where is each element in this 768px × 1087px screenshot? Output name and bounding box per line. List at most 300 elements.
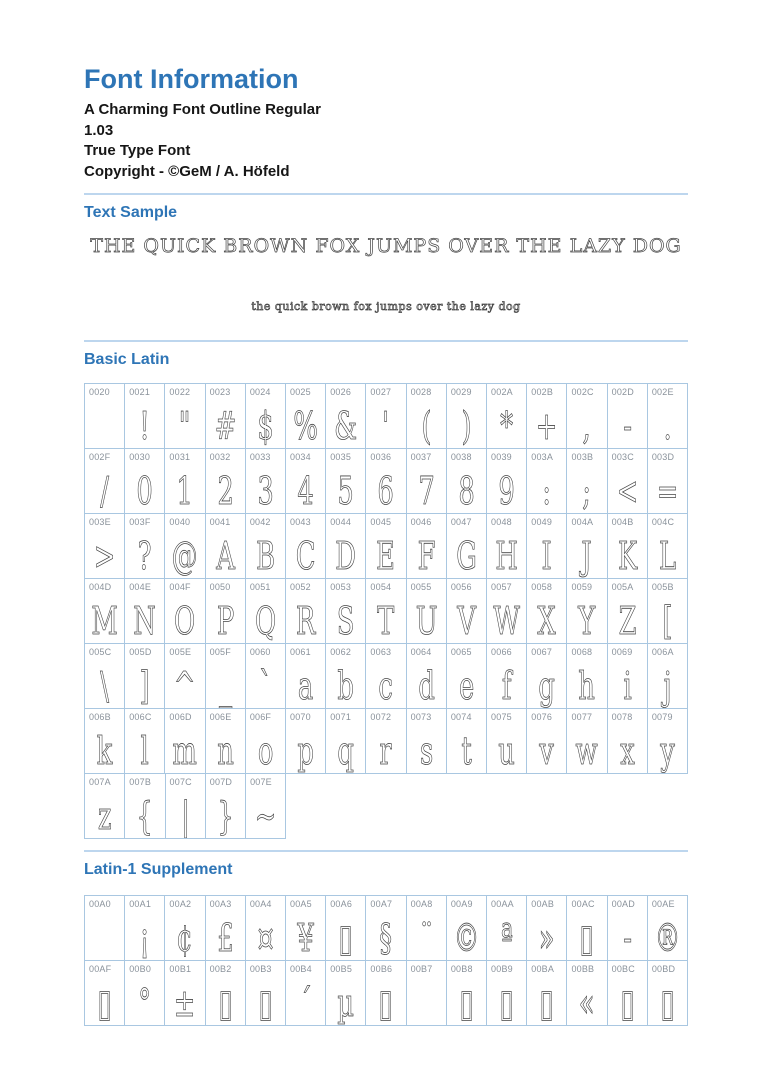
glyph: n [216,728,234,773]
glyph: _ [218,663,232,708]
section-heading-text-sample: Text Sample [84,204,178,221]
section-divider [84,850,688,852]
glyph-cell-0059 [567,579,607,644]
glyph: ▯ [579,915,595,960]
glyph-cell-0031 [165,449,205,514]
codepoint-label: 003E [89,517,111,527]
codepoint-label: 0048 [491,517,512,527]
glyph-cell-00A6 [326,896,366,961]
codepoint-label: 00BD [651,964,676,974]
codepoint-label: 0025 [290,387,311,397]
glyph: Q [254,598,277,643]
glyph-cell-00AA [487,896,527,961]
glyph-cell-0078 [608,709,648,774]
glyph-cell-00A4 [246,896,286,961]
codepoint-label: 002B [531,387,554,397]
codepoint-label: 00AC [571,899,595,909]
latin1-supplement-grid [84,895,688,1026]
codepoint-label: 0028 [410,387,432,397]
glyph: Y [578,598,596,643]
glyph: l [140,728,149,773]
codepoint-label: 002C [571,387,594,397]
glyph-cell-00B0 [125,961,165,1026]
glyph: y [660,728,675,773]
codepoint-label: 0022 [169,387,191,397]
glyph-cell-004B [608,514,648,579]
codepoint-label: 00B6 [370,964,393,974]
glyph-cell-0049 [527,514,567,579]
glyph: x [619,728,635,773]
codepoint-label: 002E [651,387,674,397]
glyph-grid-row [84,896,688,961]
glyph-cell-0044 [326,514,366,579]
glyph: F [417,533,436,578]
glyph: 0 [136,468,154,513]
codepoint-label: 0063 [370,647,392,657]
glyph-cell-0063 [366,644,406,709]
codepoint-label: 0058 [531,582,553,592]
glyph: g [538,663,556,708]
glyph: 5 [337,468,355,513]
glyph: e [458,663,475,708]
glyph: $ [257,403,274,448]
section-heading-basic-latin: Basic Latin [84,351,170,368]
codepoint-label: 0065 [450,647,472,657]
codepoint-label: 00A5 [290,899,312,909]
glyph: < [616,468,639,513]
glyph-cell-00A8 [407,896,447,961]
codepoint-label: 005A [611,582,634,592]
codepoint-label: 00B0 [129,964,152,974]
glyph-cell-00B3 [246,961,286,1026]
glyph-cell-00AE [648,896,688,961]
glyph-grid-row [84,774,688,839]
glyph-cell-00BA [527,961,567,1026]
glyph: h [578,663,596,708]
codepoint-label: 0056 [450,582,472,592]
codepoint-label: 004F [169,582,191,592]
glyph: @ [172,533,198,578]
glyph: ± [174,980,196,1025]
codepoint-label: 00B9 [491,964,513,974]
codepoint-label: 007E [250,777,272,787]
glyph: ▯ [499,980,514,1025]
glyph: ~ [254,793,277,838]
codepoint-label: 0057 [491,582,512,592]
glyph [413,977,440,1026]
codepoint-label: 003F [129,517,151,527]
codepoint-label: 0077 [571,712,593,722]
codepoint-label: 0068 [571,647,593,657]
glyph-cell-003E [85,514,125,579]
glyph: ! [139,403,150,448]
codepoint-label: 002D [611,387,634,397]
glyph: q [337,728,355,773]
glyph: = [656,468,679,513]
codepoint-label: 0072 [370,712,392,722]
codepoint-label: 006C [129,712,152,722]
glyph: + [536,403,558,448]
codepoint-label: 0042 [249,517,271,527]
glyph: N [133,598,157,643]
codepoint-label: 0060 [249,647,271,657]
codepoint-label: 00AB [531,899,555,909]
glyph-cell-0035 [326,449,366,514]
codepoint-label: 006F [249,712,272,722]
glyph: f [501,663,512,708]
glyph: ' [382,403,390,448]
glyph-cell-0050 [206,579,246,644]
glyph: ´ [299,980,313,1025]
glyph-cell-0045 [366,514,406,579]
glyph-cell-00A7 [366,896,406,961]
codepoint-label: 007B [129,777,152,787]
glyph-cell-0061 [286,644,326,709]
codepoint-label: 005C [89,647,112,657]
glyph-cell-002E [648,384,688,449]
glyph-cell-007D [206,774,246,839]
glyph-cell-003D [648,449,688,514]
glyph: ` [258,663,272,708]
glyph-cell-0066 [487,644,527,709]
glyph: 6 [377,468,395,513]
codepoint-label: 003A [531,452,554,462]
glyph-cell-00B8 [447,961,487,1026]
codepoint-label: 0032 [209,452,231,462]
glyph-cell-0074 [447,709,487,774]
page-title: Font Information [84,64,299,94]
glyph-cell-003C [608,449,648,514]
codepoint-label: 003B [571,452,594,462]
glyph-cell-0023 [206,384,246,449]
glyph: 2 [216,468,234,513]
glyph-cell-006B [85,709,125,774]
codepoint-label: 00A9 [450,899,473,909]
glyph-cell-00B9 [487,961,527,1026]
glyph: T [377,598,395,643]
glyph: M [91,598,118,643]
glyph: c [378,663,394,708]
codepoint-label: 0044 [330,517,352,527]
glyph: 7 [417,468,435,513]
codepoint-label: 00AF [89,964,112,974]
font-meta-block [84,100,688,182]
codepoint-label: 00A6 [330,899,353,909]
glyph-cell-005F [206,644,246,709]
glyph: B [255,533,275,578]
glyph-cell-0053 [326,579,366,644]
glyph: | [180,793,190,838]
codepoint-label: 0037 [410,452,432,462]
codepoint-label: 00A3 [209,899,232,909]
codepoint-label: 00B8 [450,964,473,974]
glyph-cell-0042 [246,514,286,579]
glyph: 8 [458,468,475,513]
codepoint-label: 0040 [169,517,191,527]
codepoint-label: 0045 [370,517,392,527]
glyph-cell-00AB [527,896,567,961]
codepoint-label: 006E [209,712,232,722]
glyph-cell-004E [125,579,165,644]
font-version: 1.03 [84,121,114,139]
codepoint-label: 005B [651,582,674,592]
codepoint-label: 0078 [611,712,633,722]
glyph: u [498,728,515,773]
glyph-cell-006C [125,709,165,774]
font-type: True Type Font [84,142,191,159]
glyph-cell-007B [125,774,165,839]
glyph-cell-005C [85,644,125,709]
glyph-cell-00BC [608,961,648,1026]
glyph-cell-00B7 [407,961,447,1026]
glyph-cell-002D [608,384,648,449]
glyph: ® [654,915,681,960]
glyph: { [136,793,154,838]
glyph: 9 [498,468,515,513]
glyph: % [293,403,318,448]
codepoint-label: 0070 [290,712,311,722]
glyph: K [617,533,637,578]
glyph-cell-002B [527,384,567,449]
glyph-cell-00A3 [206,896,246,961]
glyph: j [663,663,672,708]
glyph: R [295,598,316,643]
glyph-cell-00BB [567,961,607,1026]
glyph: . [663,403,672,448]
glyph-cell-0060 [246,644,286,709]
glyph-cell-005B [648,579,688,644]
codepoint-label: 0036 [370,452,392,462]
codepoint-label: 0062 [330,647,352,657]
glyph-cell-0034 [286,449,326,514]
glyph: a [297,663,314,708]
glyph: P [216,598,234,643]
glyph-cell-00BD [648,961,688,1026]
codepoint-label: 003D [651,452,675,462]
glyph-cell-0058 [527,579,567,644]
codepoint-label: 0055 [410,582,432,592]
glyph-cell-00B1 [165,961,205,1026]
glyph: r [379,728,393,773]
glyph-cell-0043 [286,514,326,579]
glyph: ª [500,915,513,960]
glyph-cell-00AF [85,961,125,1026]
codepoint-label: 007A [89,777,111,787]
glyph: ▯ [218,980,233,1025]
glyph-cell-007A [85,774,125,839]
glyph-grid-row [84,579,688,644]
glyph-cell-00B2 [206,961,246,1026]
glyph: ▯ [97,980,112,1025]
glyph-cell-006F [246,709,286,774]
glyph: ] [139,663,150,708]
font-information-page [84,0,688,1026]
glyph-cell-0051 [246,579,286,644]
glyph-cell-0022 [165,384,205,449]
glyph-cell-0071 [326,709,366,774]
codepoint-label: 0049 [531,517,553,527]
glyph-cell-002A [487,384,527,449]
glyph: ¡ [139,915,150,960]
glyph: ¥ [297,915,314,960]
glyph: - [622,915,632,960]
glyph-cell-0030 [125,449,165,514]
glyph-cell-0027 [366,384,406,449]
glyph: £ [216,915,234,960]
glyph-cell-00AD [608,896,648,961]
codepoint-label: 0031 [169,452,191,462]
glyph: 4 [297,468,314,513]
glyph: ¨ [419,915,433,960]
codepoint-label: 0024 [249,387,271,397]
codepoint-label: 005E [169,647,192,657]
codepoint-label: 00B1 [169,964,192,974]
codepoint-label: 00B3 [249,964,272,974]
codepoint-label: 006B [89,712,111,722]
codepoint-label: 0073 [410,712,432,722]
glyph: * [500,403,514,448]
glyph: o [257,728,274,773]
font-copyright: Copyright - ©GeM / A. Höfeld [84,162,290,180]
glyph [91,912,118,961]
glyph: X [537,598,557,643]
glyph-cell-0038 [447,449,487,514]
codepoint-label: 0029 [450,387,472,397]
codepoint-label: 0066 [491,647,512,657]
codepoint-label: 0071 [330,712,352,722]
glyph: ▯ [620,980,635,1025]
glyph: ▯ [378,980,394,1025]
codepoint-label: 004E [129,582,152,592]
glyph-cell-002F [85,449,125,514]
glyph-grid-row [84,384,688,449]
codepoint-label: 0059 [571,582,593,592]
glyph: ¤ [257,915,274,960]
glyph: O [174,598,196,643]
glyph-cell-0057 [487,579,527,644]
codepoint-label: 0021 [129,387,151,397]
codepoint-label: 004A [571,517,594,527]
codepoint-label: 0053 [330,582,352,592]
glyph: A [215,533,235,578]
codepoint-label: 0054 [370,582,392,592]
codepoint-label: 0074 [450,712,472,722]
glyph-cell-00A0 [85,896,125,961]
glyph: V [457,598,476,643]
glyph-cell-0075 [487,709,527,774]
glyph-cell-0047 [447,514,487,579]
glyph: } [217,793,234,838]
glyph-cell-007C [166,774,206,839]
glyph-cell-004D [85,579,125,644]
codepoint-label: 003C [611,452,634,462]
section-divider [84,193,688,195]
glyph: / [100,468,109,513]
codepoint-label: 00BB [571,964,595,974]
glyph-cell-00AC [567,896,607,961]
glyph-cell-0028 [407,384,447,449]
codepoint-label: 0061 [290,647,311,657]
glyph: [ [662,598,673,643]
codepoint-label: 0052 [290,582,311,592]
glyph: ▯ [258,980,273,1025]
glyph-cell-0073 [407,709,447,774]
codepoint-label: 00B7 [410,964,433,974]
codepoint-label: 002F [89,452,111,462]
glyph: ? [137,533,152,578]
codepoint-label: 00AA [491,899,514,909]
glyph: W [493,598,520,643]
glyph: ( [421,403,432,448]
codepoint-label: 0064 [410,647,432,657]
glyph: \ [100,663,109,708]
glyph: p [297,728,314,773]
codepoint-label: 0047 [450,517,472,527]
glyph [91,400,118,449]
glyph-cell-003A [527,449,567,514]
glyph: C [295,533,316,578]
glyph-cell-0036 [366,449,406,514]
codepoint-label: 004B [611,517,634,527]
codepoint-label: 0035 [330,452,352,462]
codepoint-label: 00A0 [89,899,111,909]
glyph-cell-006D [165,709,205,774]
glyph-cell-0077 [567,709,607,774]
glyph-cell-003F [125,514,165,579]
codepoint-label: 00A2 [169,899,192,909]
section-divider [84,340,688,342]
glyph: ▯ [539,980,554,1025]
glyph-cell-005D [125,644,165,709]
codepoint-label: 0079 [651,712,673,722]
glyph: ^ [174,663,196,708]
glyph: , [582,403,592,448]
glyph-cell-0032 [206,449,246,514]
codepoint-label: 002A [491,387,513,397]
codepoint-label: 00B2 [209,964,232,974]
glyph-cell-002C [567,384,607,449]
sample-text-uppercase: THE QUICK BROWN FOX JUMPS OVER THE LAZY DOG [90,235,682,257]
glyph-cell-00B4 [286,961,326,1026]
glyph-grid-row [84,449,688,514]
glyph: ▯ [660,980,675,1025]
glyph-cell-00A9 [447,896,487,961]
glyph: ° [138,980,152,1025]
glyph-cell-0064 [407,644,447,709]
glyph: s [419,728,433,773]
glyph-cell-0040 [165,514,205,579]
codepoint-label: 00B4 [290,964,312,974]
codepoint-label: 00A7 [370,899,393,909]
glyph: ¢ [176,915,194,960]
glyph-cell-004C [648,514,688,579]
glyph: i [623,663,632,708]
glyph: ; [582,468,592,513]
glyph: k [96,728,113,773]
glyph: « [579,980,595,1025]
glyph-cell-0026 [326,384,366,449]
codepoint-label: 006A [651,647,674,657]
codepoint-label: 0027 [370,387,392,397]
glyph: " [179,403,191,448]
glyph-cell-005A [608,579,648,644]
glyph-cell-0056 [447,579,487,644]
codepoint-label: 0051 [249,582,271,592]
glyph-grid-row [84,644,688,709]
glyph-cell-0072 [366,709,406,774]
codepoint-label: 00A8 [410,899,433,909]
codepoint-label: 007C [169,777,192,787]
